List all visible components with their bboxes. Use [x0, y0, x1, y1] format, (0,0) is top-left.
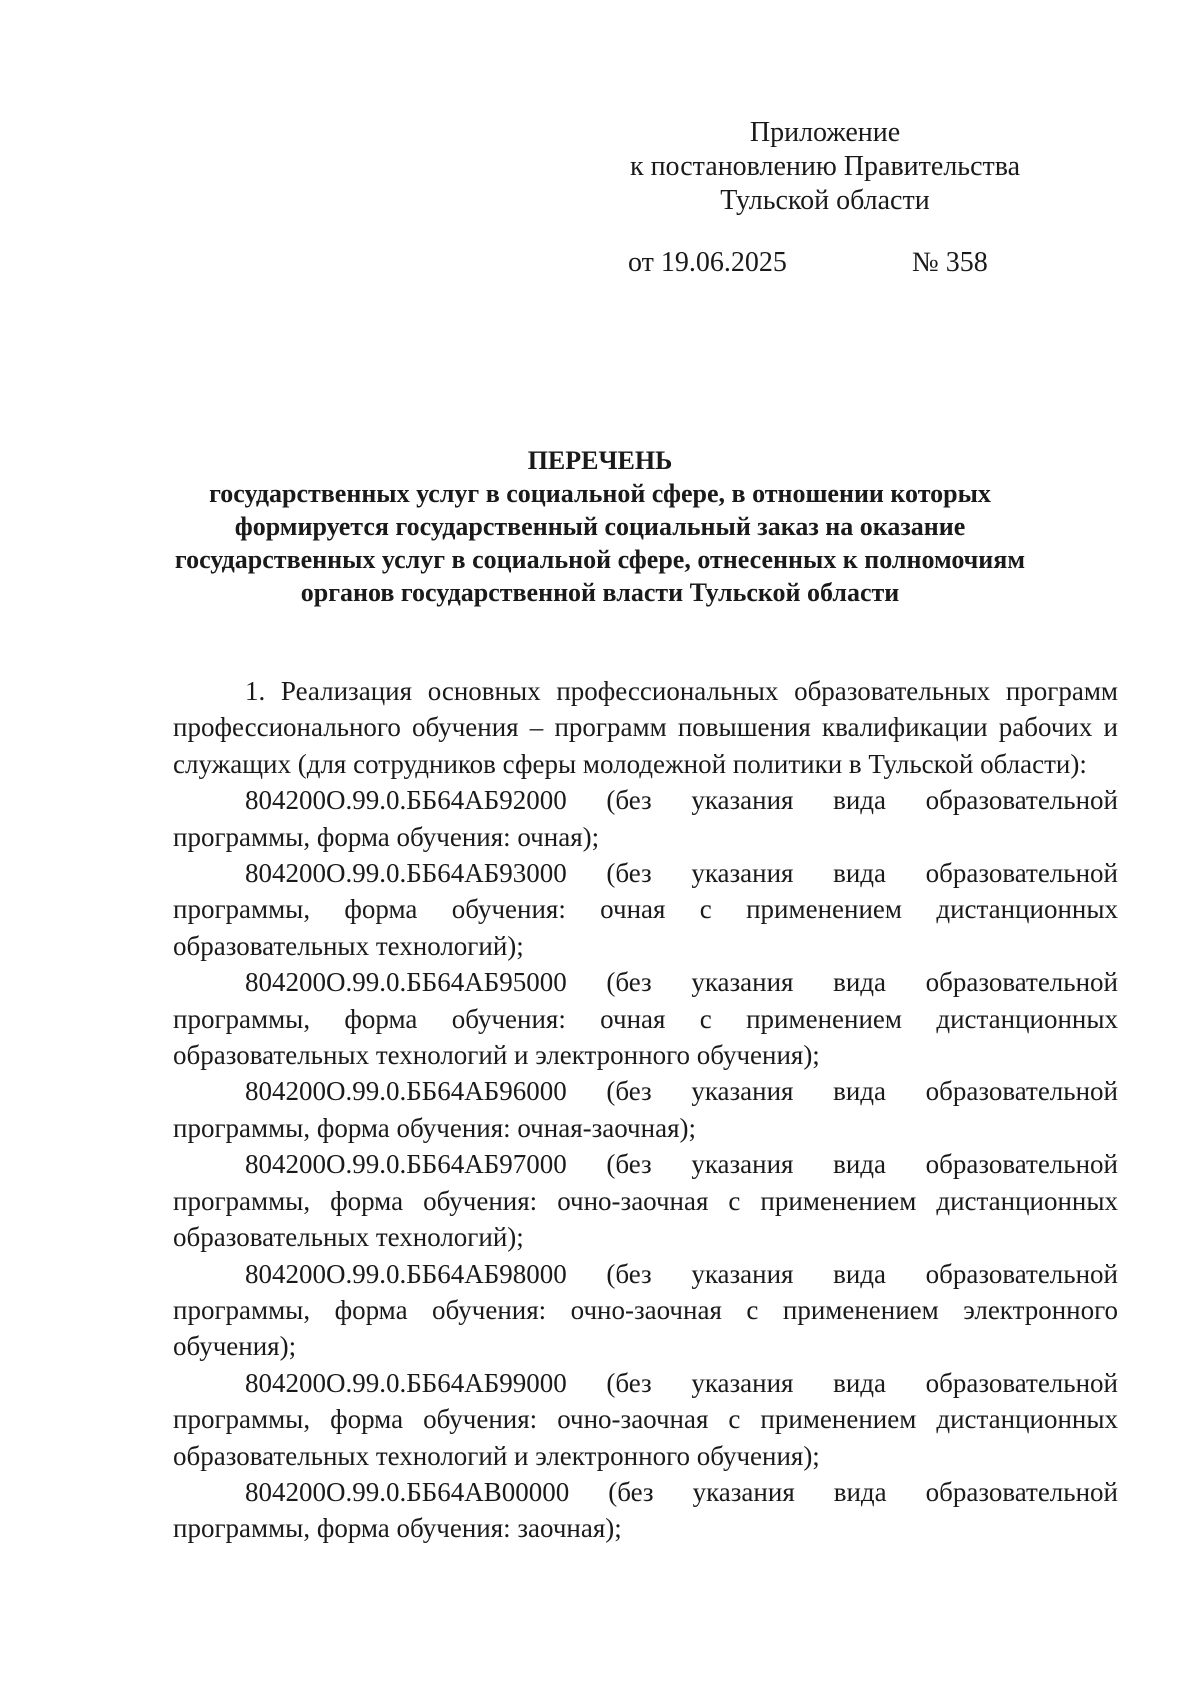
service-item: 804200О.99.0.ББ64АБ97000 (без указания вида образовательной программы, форма обучения: очно-заочная с применением дистанционных образовательных технологий); — [173, 1149, 1118, 1253]
title-line: органов государственной власти Тульской области — [300, 578, 900, 607]
title-line: формируется государственный социальный заказ на оказание — [234, 512, 966, 541]
title-line: государственных услуг в социальной сфере, в отношении которых — [209, 479, 991, 508]
appendix-region: Тульской области — [720, 185, 930, 216]
service-item: 804200О.99.0.ББ64АБ99000 (без указания вида образовательной программы, форма обучения: очно-заочная с применением дистанционных образовательных технологий и электронного обучения); — [173, 1367, 1118, 1471]
service-item: 804200О.99.0.ББ64АБ95000 (без указания вида образовательной программы, форма обучения: очная с применением дистанционных образовательных технологий и электронного обучения); — [173, 967, 1118, 1071]
service-item: 804200О.99.0.ББ64АБ93000 (без указания вида образовательной программы, форма обучения: очная с применением дистанционных образовательных технологий); — [173, 858, 1118, 961]
service-item: 804200О.99.0.ББ64АБ96000 (без указания вида образовательной программы, форма обучения: очная-заочная); — [173, 1076, 1118, 1143]
appendix-label: Приложение — [749, 117, 901, 148]
paragraph-intro: 1. Реализация основных профессиональных образовательных программ профессионального обучения – программ повышения квалификации рабочих и служащих (для сотрудников сферы молодежной политики в Тульской области): — [173, 676, 1118, 779]
service-item: 804200О.99.0.ББ64АВ00000 (без указания вида образовательной программы, форма обучения: заочная); — [173, 1476, 1118, 1544]
decree-number: № 358 — [912, 247, 988, 278]
decree-date: от 19.06.2025 — [628, 247, 787, 278]
decree-dateline — [0, 246, 1200, 280]
document-title — [120, 444, 1080, 609]
title-line: государственных услуг в социальной сфере, отнесенных к полномочиям — [174, 545, 1026, 574]
title-heading: ПЕРЕЧЕНЬ — [527, 446, 673, 475]
service-item: 804200О.99.0.ББ64АБ92000 (без указания вида образовательной программы, форма обучения: очная); — [173, 785, 1118, 852]
document-body — [173, 673, 1118, 1547]
service-item: 804200О.99.0.ББ64АБ98000 (без указания вида образовательной программы, форма обучения: очно-заочная с применением электронного обучения); — [173, 1258, 1118, 1362]
appendix-block — [600, 116, 1050, 218]
appendix-decree-ref: к постановлению Правительства — [629, 151, 1021, 182]
